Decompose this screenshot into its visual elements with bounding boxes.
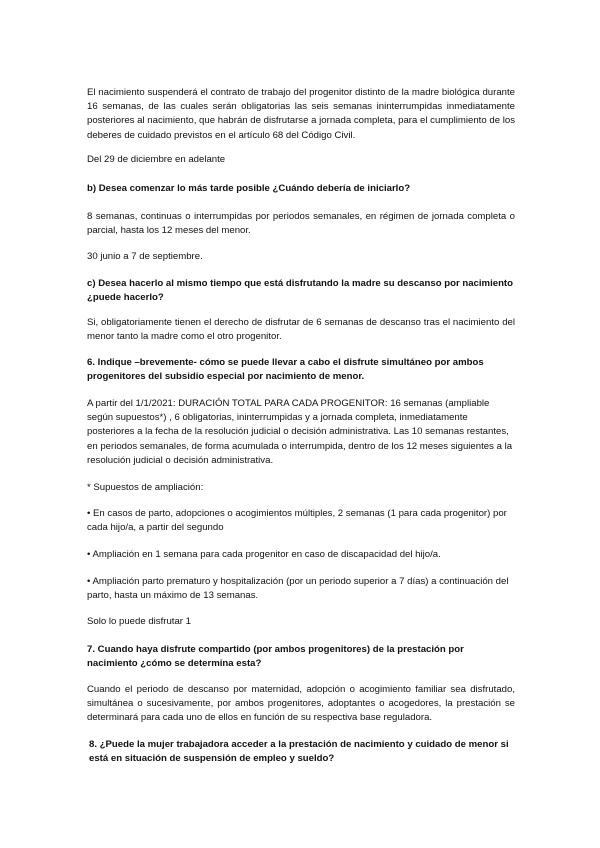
paragraph-only-one: Solo lo puede disfrutar 1 — [87, 616, 191, 627]
question-6: 6. Indique –brevemente- cómo se puede llevar a cabo el disfrute simultáneo por ambos progenitores del subsidio especial por nacimiento de menor. — [87, 357, 484, 383]
paragraph-obligatory: Si, obligatoriamente tienen el derecho de disfrutar de 6 semanas de descanso tras el nacimiento del menor tanto la madre como el otro progenitor. — [87, 317, 515, 343]
bullet-premature: • Ampliación parto prematuro y hospitalización (por un periodo superior a 7 días) a continuación del parto, hasta un máximo de 13 semanas. — [87, 576, 509, 602]
paragraph-shared-benefit: Cuando el periodo de descanso por maternidad, adopción o acogimiento familiar sea disfrutado, simultánea o sucesivamente, por ambos progenitores, adoptantes o acogedores, la prestación se determinará para cada uno de ellos en función de su respectiva base reguladora. — [87, 684, 515, 724]
bullet-multiple-births: • En casos de parto, adopciones o acogimientos múltiples, 2 semanas (1 para cada progenitor) por cada hijo/a, a partir del segundo — [87, 508, 507, 534]
paragraph-eight-weeks: 8 semanas, continuas o interrumpidas por periodos semanales, en régimen de jornada completa o parcial, hasta los 12 meses del menor. — [87, 211, 515, 237]
bullet-disability: • Ampliación en 1 semana para cada progenitor en caso de discapacidad del hijo/a. — [87, 549, 441, 560]
question-b: b) Desea comenzar lo más tarde posible ¿Cuándo debería de iniciarlo? — [87, 183, 411, 194]
paragraph-total-duration: A partir del 1/1/2021: DURACIÓN TOTAL PARA CADA PROGENITOR: 16 semanas (ampliable según supuestos*) , 6 obligatorias, ininterrumpidas y a jornada completa, inmediatamente posteriores a la fecha de la resolución judicial o decisión administrativa. Las 10 semanas restantes, en periodos semanales, de forma acumulada o interrumpida, dentro de los 12 meses siguientes a la resolución judicial o decisión administrativa. — [87, 398, 513, 466]
question-8: 8. ¿Puede la mujer trabajadora acceder a la prestación de nacimiento y cuidado de menor si está en situación de suspensión de empleo y sueldo? — [89, 739, 509, 765]
paragraph-date-start: Del 29 de diciembre en adelante — [87, 154, 226, 165]
question-c: c) Desea hacerlo al mismo tiempo que está disfrutando la madre su descanso por nacimiento ¿puede hacerlo? — [87, 278, 513, 304]
paragraph-suspension: El nacimiento suspenderá el contrato de trabajo del progenitor distinto de la madre biológica durante 16 semanas, de las cuales serán obligatorias las seis semanas ininterrumpidas inmediatamente posteriores al nacimiento, que habrán de disfrutarse a jornada completa, para el cumplimiento de los deberes de cuidado previstos en el artículo 68 del Código Civil. — [87, 87, 515, 141]
question-7: 7. Cuando haya disfrute compartido (por ambos progenitores) de la prestación por nacimiento ¿cómo se determina esta? — [87, 644, 464, 670]
paragraph-date-range: 30 junio a 7 de septiembre. — [87, 251, 203, 262]
paragraph-supuestos: * Supuestos de ampliación: — [87, 482, 204, 493]
